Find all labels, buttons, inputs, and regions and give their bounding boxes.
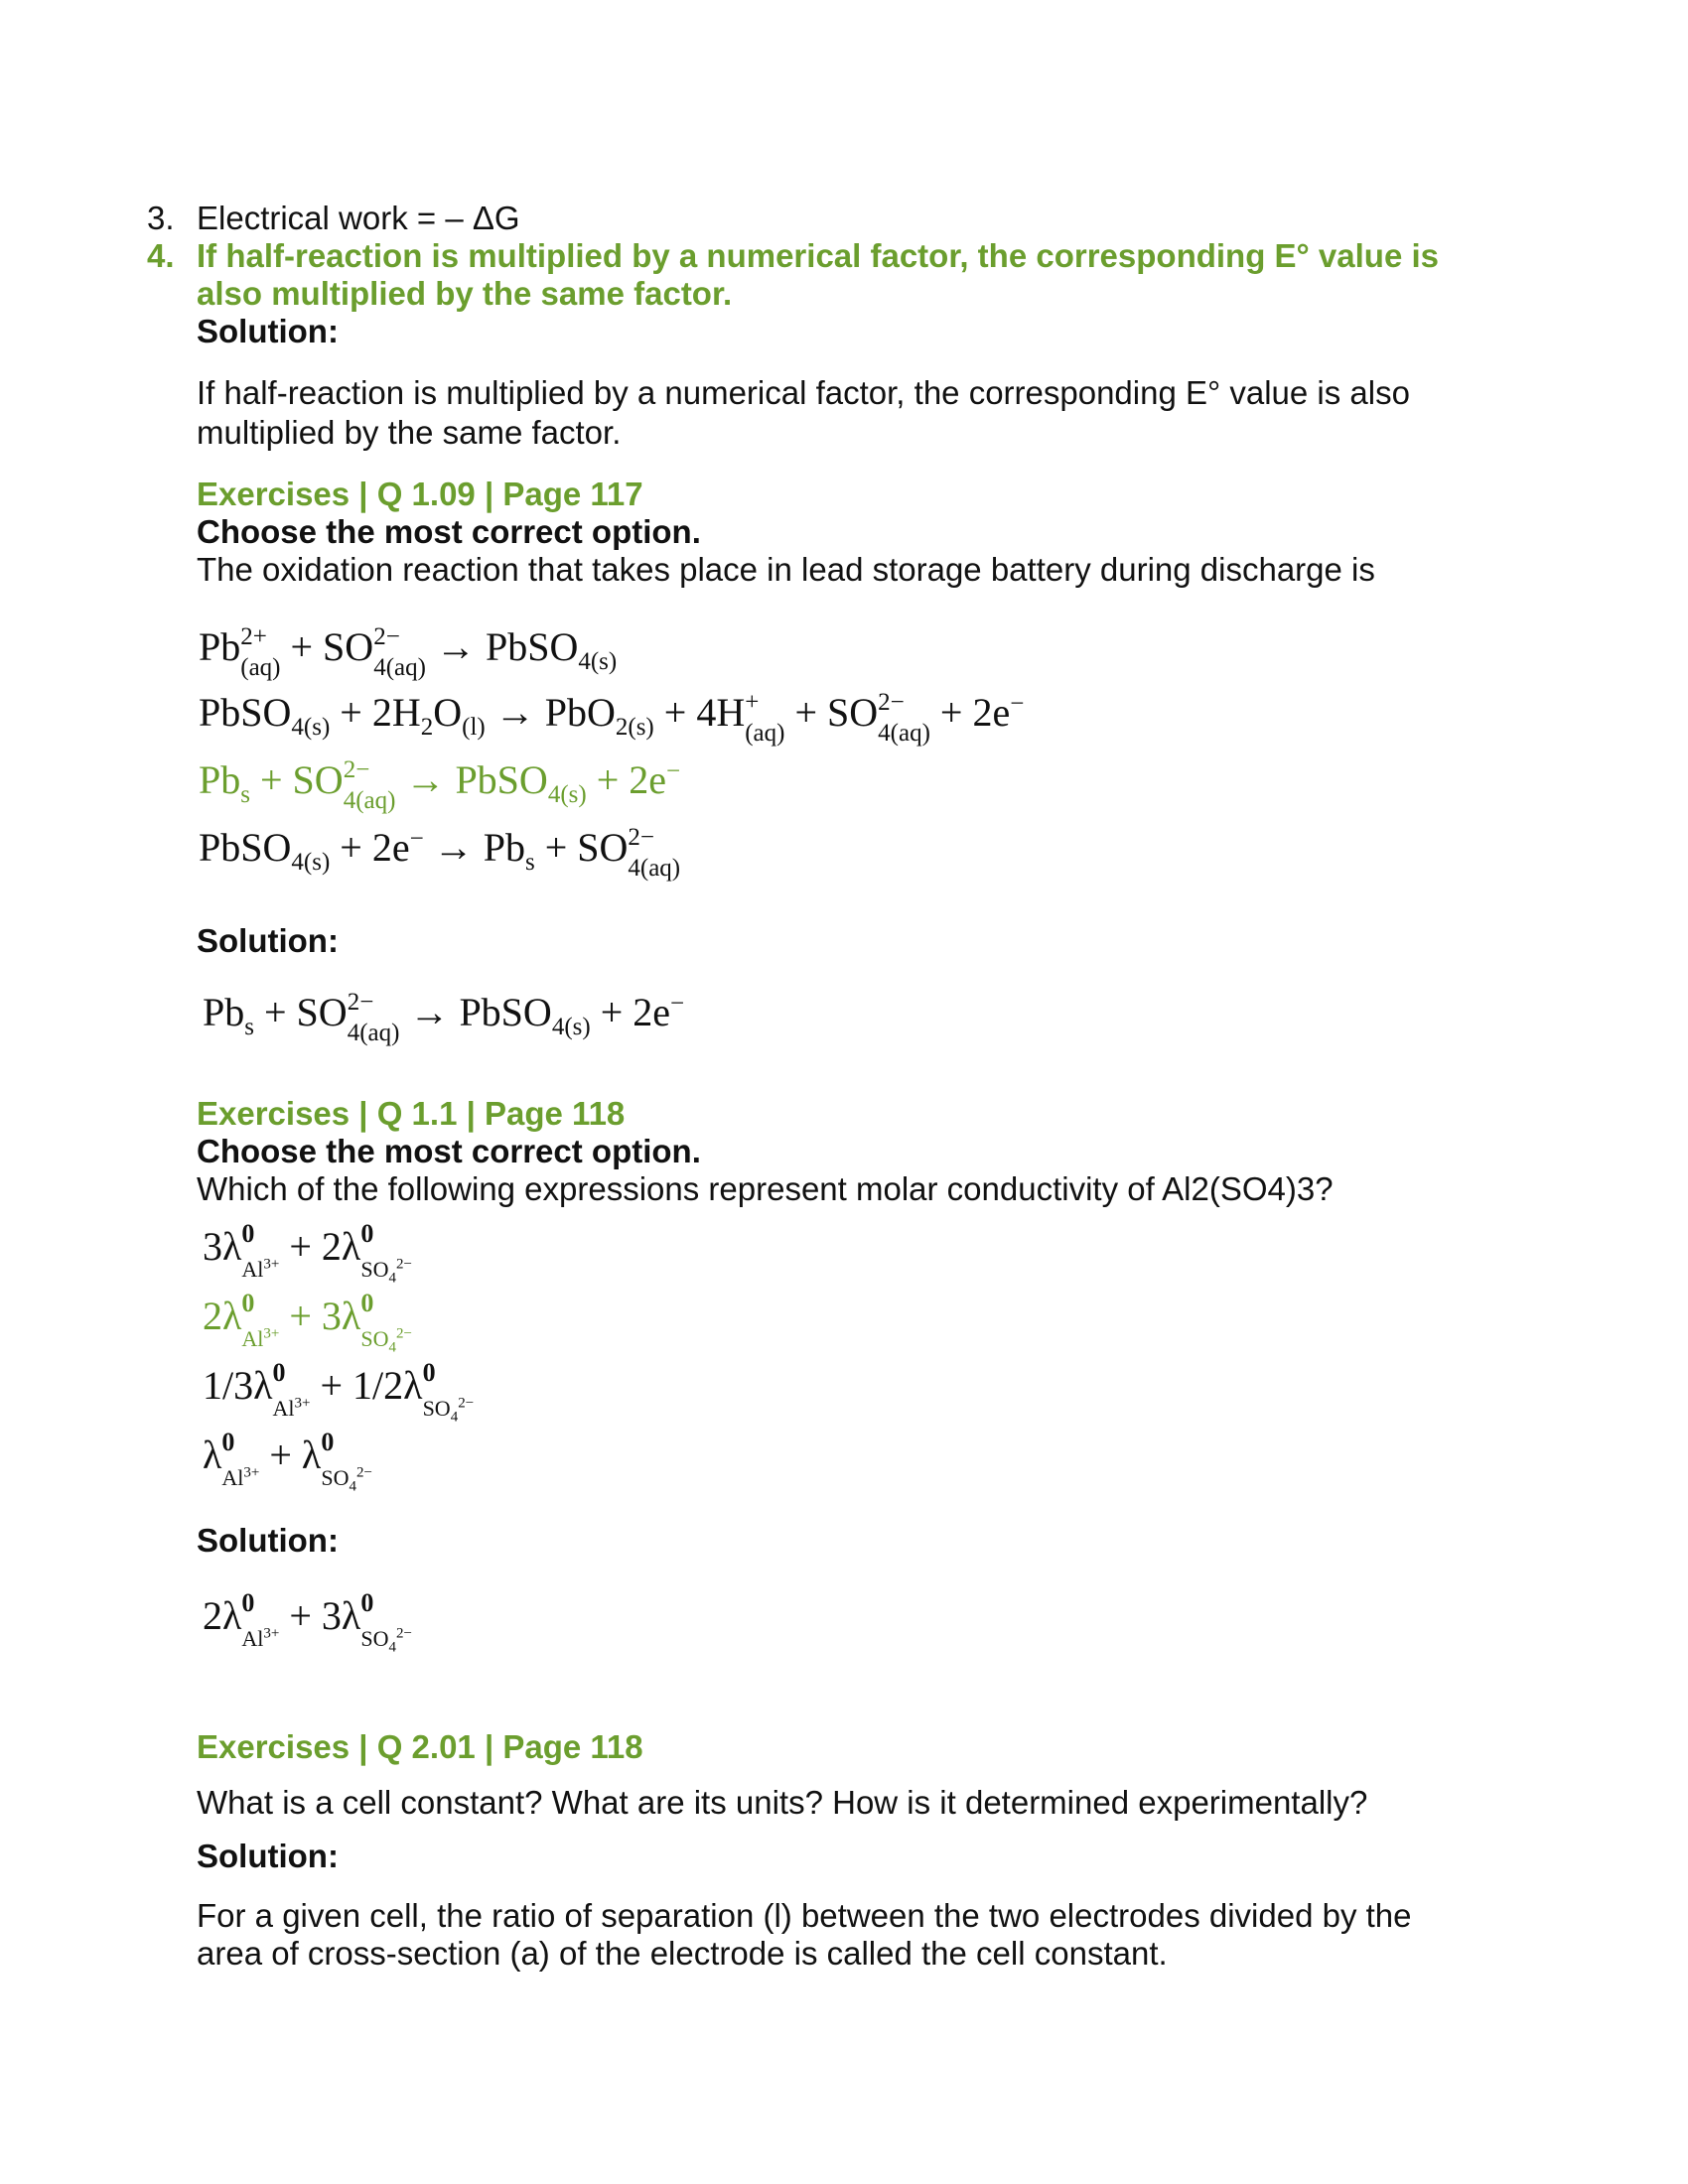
- option-2-expression-correct: 2λ 0 $Al^{3+}$ + 3λ 0 $SO_4^{2-}$: [203, 1288, 412, 1356]
- list-item-3: [147, 199, 520, 238]
- solution-text-line1: For a given cell, the ratio of separation (l) between the two electrodes divided by the: [197, 1897, 1412, 1934]
- solution-text-line2: area of cross-section (a) of the electrode is called the cell constant.: [197, 1935, 1168, 1972]
- list-text: Electrical work = – ΔG: [197, 200, 520, 236]
- question-header: Exercises | Q 2.01 | Page 118: [197, 1728, 643, 1765]
- option-1-equation: Pb 2+ (aq) + SO 2− 4(aq) → PbSO$_{4(s)}$: [199, 622, 618, 681]
- solution-label: Solution:: [197, 313, 339, 349]
- solution-label: Solution:: [197, 922, 339, 959]
- question-text: What is a cell constant? What are its units? How is it determined experimentally?: [197, 1784, 1368, 1821]
- question-instruction: Choose the most correct option.: [197, 513, 701, 550]
- solution-expression: 2λ 0 $Al^{3+}$ + 3λ 0 $SO_4^{2-}$: [203, 1587, 412, 1656]
- option-3-expression: 1/3λ 0 $Al^{3+}$ + 1/2λ 0 $SO_4^{2-}$: [203, 1357, 475, 1426]
- solution-label: Solution:: [197, 1522, 339, 1559]
- solution-label: Solution:: [197, 1838, 339, 1874]
- question-header: Exercises | Q 1.1 | Page 118: [197, 1095, 626, 1132]
- solution-text-line1: If half-reaction is multiplied by a numerical factor, the corresponding E° value is also: [197, 374, 1410, 411]
- option-1-expression: 3λ 0 $Al^{3+}$ + 2λ 0 $SO_4^{2-}$: [203, 1218, 412, 1287]
- list-number: 3.: [147, 200, 175, 236]
- option-4-equation: PbSO$_{4(s)}$ + $2e^- \to Pb_s$ + SO 2− 4(aq): [199, 823, 681, 882]
- list-item-4: [147, 236, 1439, 276]
- question-text: Which of the following expressions represent molar conductivity of Al2(SO4)3?: [197, 1170, 1334, 1207]
- question-instruction: Choose the most correct option.: [197, 1133, 701, 1169]
- solution-text-line2: multiplied by the same factor.: [197, 414, 622, 451]
- question-text: The oxidation reaction that takes place in lead storage battery during discharge is: [197, 551, 1375, 588]
- option-2-equation: PbSO$_{4(s)}$ + $2H_2O_{(l)} \to PbO_{2(s)} + 4H$ + (aq) + SO 2− 4(aq) + 2e−: [199, 688, 1025, 747]
- list-number: 4.: [147, 237, 175, 274]
- option-3-equation-correct: $Pb_s$ + SO 2− 4(aq) → PbSO$_{4(s)}$ + 2e−: [199, 755, 681, 814]
- list-text-line2: also multiplied by the same factor.: [197, 275, 733, 312]
- question-header: Exercises | Q 1.09 | Page 117: [197, 476, 643, 512]
- solution-equation: $Pb_s$ + SO 2− 4(aq) → PbSO$_{4(s)}$ + 2e−: [203, 988, 685, 1046]
- option-4-expression: λ 0 $Al^{3+}$ + λ 0 $SO_4^{2-}$: [203, 1427, 372, 1495]
- list-text-line1: If half-reaction is multiplied by a numerical factor, the corresponding E° value is: [197, 237, 1439, 274]
